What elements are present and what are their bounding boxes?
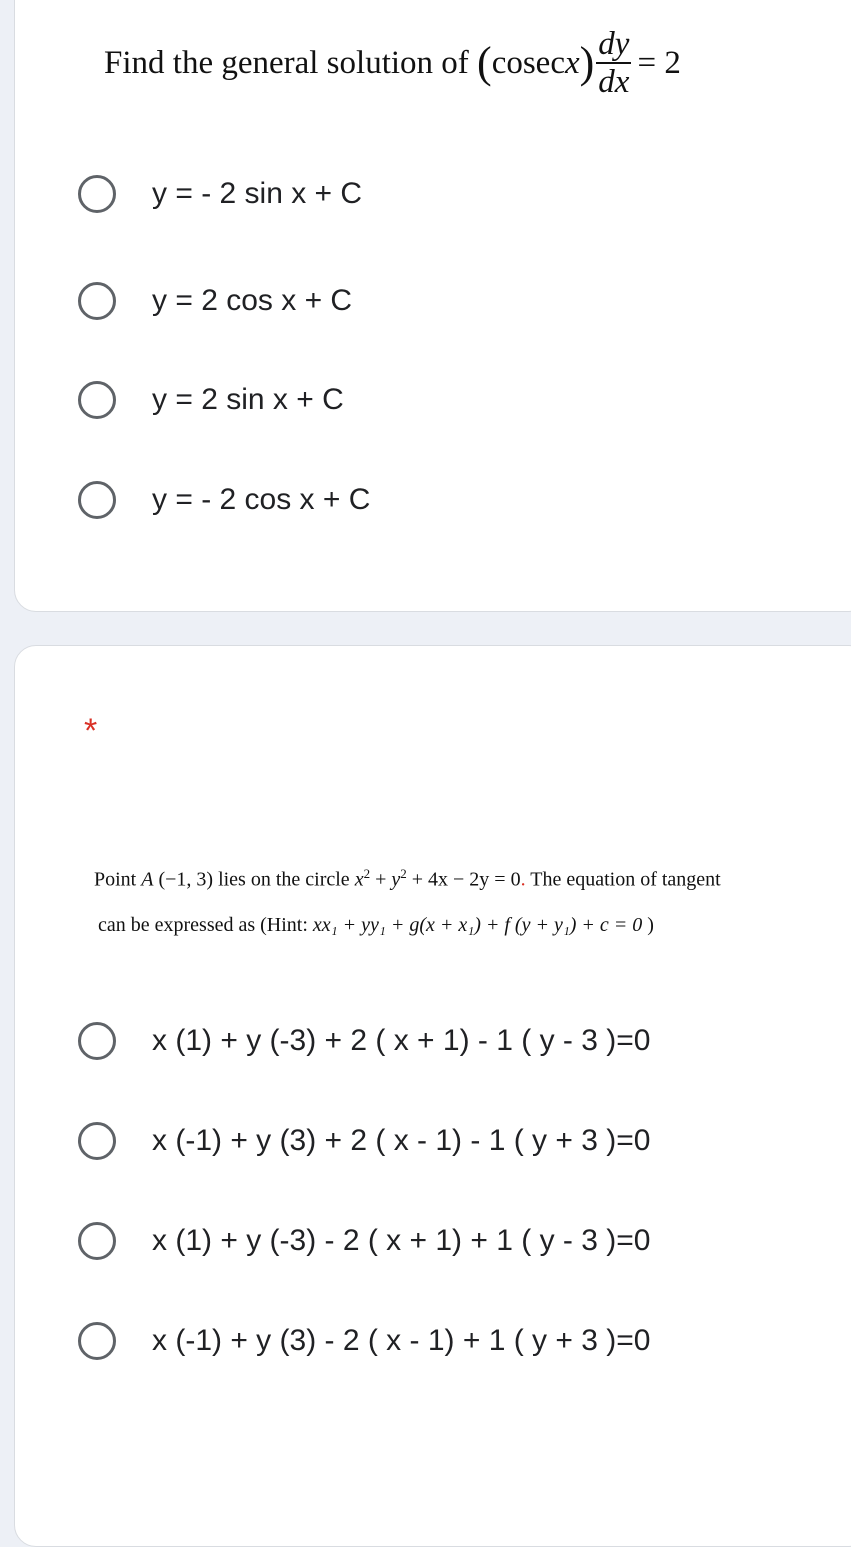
q2-option-4[interactable] (78, 1322, 650, 1360)
radio-button[interactable] (78, 1122, 116, 1160)
radio-button[interactable] (78, 481, 116, 519)
option-label: y = - 2 cos x + C (152, 483, 371, 516)
close-paren: ) (579, 38, 595, 87)
required-asterisk: * (84, 712, 98, 750)
option-label: y = - 2 sin x + C (152, 177, 363, 210)
question-card-2 (14, 645, 851, 1547)
q2-option-2[interactable] (78, 1122, 650, 1160)
derivative-fraction (596, 26, 631, 100)
point-label: A (141, 868, 154, 891)
text: ) (642, 914, 654, 936)
q1-option-2[interactable] (78, 282, 352, 320)
option-label: x (-1) + y (3) - 2 ( x - 1) + 1 ( y + 3 )=0 (152, 1324, 651, 1357)
q1-option-3[interactable] (78, 381, 344, 419)
q2-option-1[interactable] (78, 1022, 650, 1060)
period: . (520, 868, 526, 891)
hint-formula: xx₁ + yy₁ + g(x + x₁) + f (y + y₁) + c = 0 (312, 914, 643, 936)
q1-option-4[interactable] (78, 481, 370, 519)
question-1-title (104, 26, 681, 100)
open-paren: ( (477, 38, 492, 87)
q2-option-3[interactable] (78, 1222, 650, 1260)
numerator: dy (598, 26, 630, 62)
radio-button[interactable] (78, 381, 116, 419)
q1-option-1[interactable] (78, 175, 362, 213)
radio-button[interactable] (78, 1222, 116, 1260)
math: + 4x − 2y = 0 (406, 868, 521, 891)
text: can be expressed as (Hint: (98, 914, 313, 936)
question-2-line-1 (94, 866, 721, 892)
exponent: 2 (400, 866, 407, 881)
equation-rhs: = 2 (637, 44, 681, 81)
variable: x (564, 44, 580, 81)
denominator: dx (598, 64, 630, 100)
option-label: x (1) + y (-3) + 2 ( x + 1) - 1 ( y - 3 )=0 (152, 1024, 651, 1057)
question-text: Find the general solution of (104, 44, 469, 81)
math: y (391, 868, 401, 891)
math: + (370, 868, 392, 891)
question-2-line-2 (98, 914, 654, 937)
option-label: x (-1) + y (3) + 2 ( x - 1) - 1 ( y + 3 )=0 (152, 1124, 651, 1157)
exponent: 2 (363, 866, 371, 881)
radio-button[interactable] (78, 175, 116, 213)
function-name: cosec (491, 44, 565, 81)
text: The equation of tangent (525, 868, 721, 891)
radio-button[interactable] (78, 1022, 116, 1060)
radio-button[interactable] (78, 282, 116, 320)
option-label: y = 2 cos x + C (152, 284, 353, 317)
option-label: y = 2 sin x + C (152, 383, 344, 416)
math: x (354, 868, 364, 891)
radio-button[interactable] (78, 1322, 116, 1360)
text: (−1, 3) lies on the circle (153, 868, 355, 891)
text: Point (94, 868, 142, 891)
option-label: x (1) + y (-3) - 2 ( x + 1) + 1 ( y - 3 )=0 (152, 1224, 651, 1257)
